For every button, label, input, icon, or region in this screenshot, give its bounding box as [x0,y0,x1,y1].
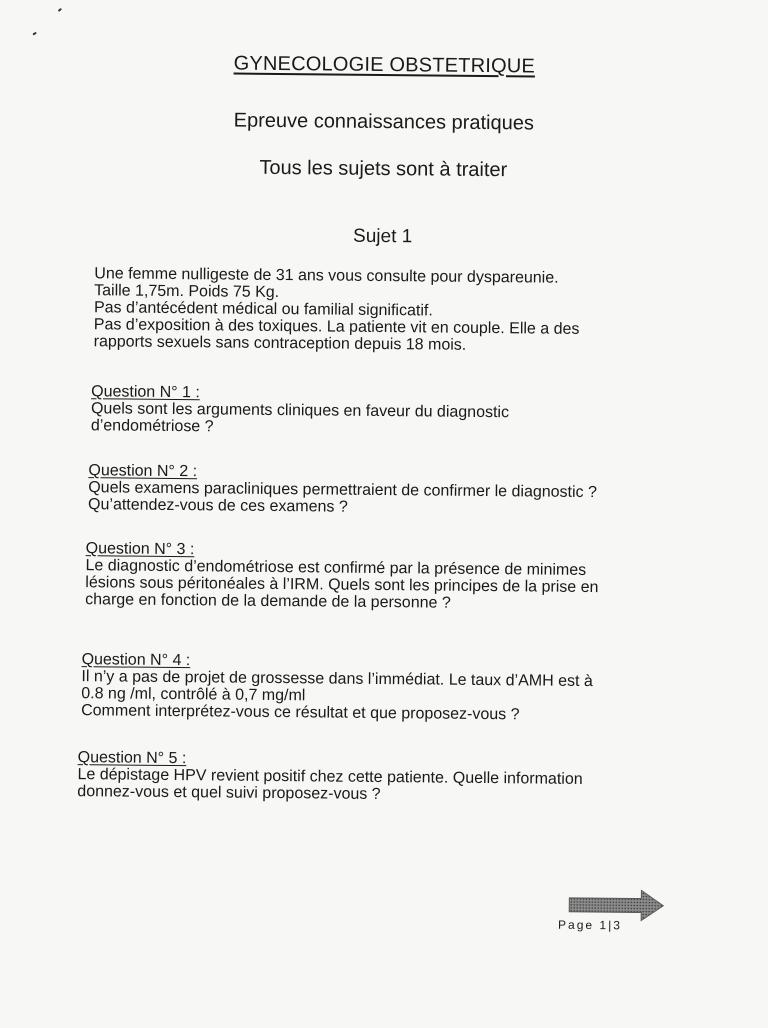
scan-speck [32,32,36,36]
question-4 [81,651,662,725]
scan-speck [58,8,62,12]
question-2 [88,462,668,519]
question-3 [85,540,666,614]
case-line: rapports sexuels sans contraception depuis 18 mois. [93,333,467,354]
question-text: Le dépistage HPV revient positif chez cette patiente. Quelle information [77,766,583,788]
question-label: Question N° 2 : [88,462,198,481]
exam-instruction: Tous les sujets sont à traiter [259,156,508,182]
question-1 [91,383,671,440]
question-text: charge en fonction de la demande de la personne ? [85,591,451,612]
question-label: Question N° 4 : [81,651,191,670]
question-text: Il n’y a pas de projet de grossesse dans l’immédiat. Le taux d’AMH est à [81,668,593,691]
case-line: Taille 1,75m. Poids 75 Kg. [94,282,280,302]
question-text: lésions sous péritonéales à l’IRM. Quels sont les principes de la prise en [85,574,599,597]
question-text: Qu’attendez-vous de ces examens ? [88,496,348,516]
page-number: Page 1|3 [558,917,622,933]
subject-heading: Sujet 1 [353,225,413,248]
question-text: Le diagnostic d’endométriose est confirmé par la présence de minimes [85,557,587,579]
question-5 [77,749,657,806]
question-text: 0.8 ng /ml, contrôlé à 0,7 mg/ml [81,685,306,705]
question-label: Question N° 5 : [77,749,187,768]
case-line: Une femme nulligeste de 31 ans vous consulte pour dyspareunie. [94,265,559,287]
exam-subtitle: Epreuve connaissances pratiques [233,109,534,135]
question-text: Quels examens paracliniques permettraient de confirmer le diagnostic ? [88,479,598,502]
question-text: d’endométriose ? [90,417,214,436]
question-text: Quels sont les arguments cliniques en faveur du diagnostic [90,400,510,422]
question-text: donnez-vous et quel suivi proposez-vous ? [77,783,381,803]
case-line: Pas d’antécédent médical ou familial significatif. [93,299,433,320]
document-title: GYNECOLOGIE OBSTETRIQUE [233,52,536,78]
case-description [94,265,675,356]
question-text: Comment interprétez-vous ce résultat et que proposez-vous ? [81,702,520,724]
question-label: Question N° 3 : [85,540,195,559]
question-label: Question N° 1 : [91,383,200,402]
case-line: Pas d’exposition à des toxiques. La patiente vit en couple. Elle a des [93,316,580,338]
